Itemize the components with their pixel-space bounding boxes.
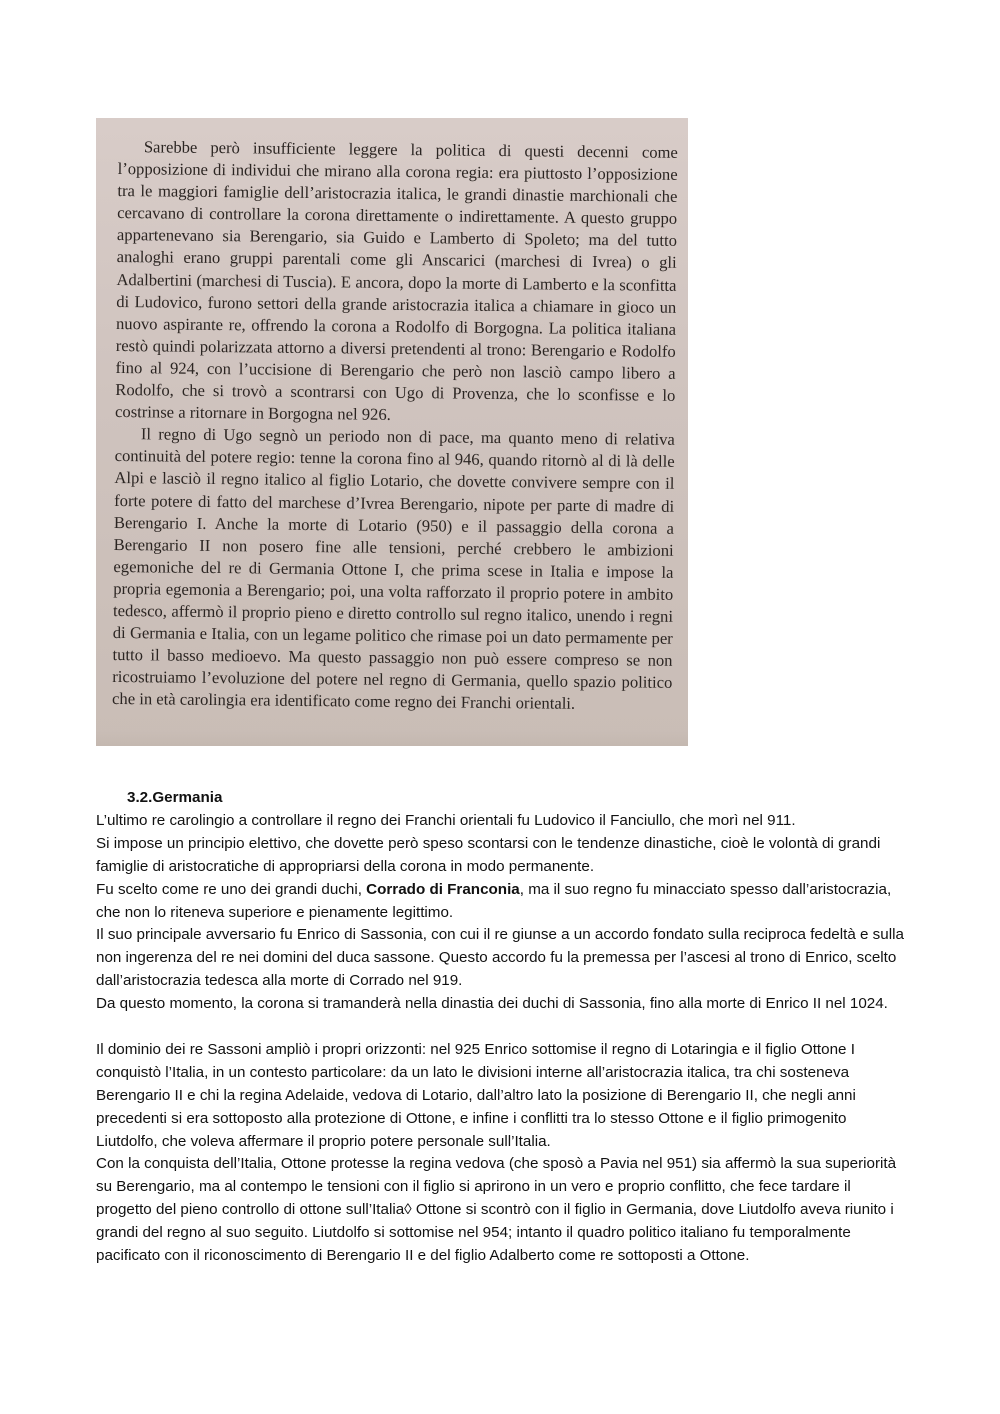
photo-bottom-shadow xyxy=(96,730,688,746)
paragraph-principio-elettivo: Si impose un principio elettivo, che dovette però speso scontarsi con le tendenze dinastiche, cioè le volontà di grandi famiglie di aristocratiche di appropriarsi della corona in modo permanente. xyxy=(96,834,881,875)
corrado-text-before: Fu scelto come re uno dei grandi duchi, xyxy=(96,880,367,898)
paragraph-corrado xyxy=(96,879,906,925)
corrado-bold-name: Corrado di Franconia xyxy=(366,880,520,898)
paragraph-re-sassoni: Il dominio dei re Sassoni ampliò i propri orizzonti: nel 925 Enrico sottomise il regno di Lotaringia e il figlio Ottone I conquistò l’Italia, in un contesto particolare: da un lato le divisioni interne all’aristocrazia italica, tra chi sosteneva Berengario II e chi la regina Adelaide, vedova di Lotario, dall’altro lato la posizione di Berengario II, che negli anni precedenti si era sottoposto alla protezione di Ottone, e infine i conflitti tra lo stesso Ottone e il figlio primogenito Liutdolfo, che voleva affermare il proprio potere personale sull’Italia. xyxy=(96,1040,856,1150)
corrado-text-after: , ma il suo regno fu minacciato spesso dall’aristocrazia, che non lo riteneva superiore e pienamente legittimo. xyxy=(96,880,892,921)
book-page-photo xyxy=(96,118,688,746)
scanned-paragraph-2: Il regno di Ugo segnò un periodo non di pace, ma quanto meno di relativa continuità del potere regio: tenne la corona fino al 946, quando ritornò al di là delle Alpi e lasciò il regno italico al figlio Lotario, che dovette convivere sempre con il forte potere di fatto del marchese d’Ivrea Berengario, nipote per parte di madre di Berengario I. Anche la morte di Lotario (950) e il passaggio della corona a Berengario II non posero fine alle tensioni, perché crebbero le ambizioni egemoniche del re di Germania Ottone I, che prima scese in Italia e impose la propria egemonia a Berengario; poi, una volta rafforzato il proprio potere in ambito tedesco, affermò il proprio pieno e diretto controllo sul regno italico, unendo i regni di Germania e Italia, con un legame politico che rimase poi un dato permamente per tutto il basso medioevo. Ma questo passaggio non può essere compreso se non ricostruiamo l’evoluzione del potere nel regno di Germania, quello spazio politico che in età carolingia era identificato come regno dei Franchi orientali. xyxy=(112,424,675,714)
scanned-text xyxy=(112,136,678,716)
scanned-paragraph-1: Sarebbe però insufficiente leggere la politica di questi decenni come l’opposizione di individui che mirano alla corona regia: era piuttosto l’opposizione tra le maggiori famiglie dell’aristocrazia italica, le grandi dinastie marchionali che cercavano di controllare la corona direttamente o indirettamente. A questo gruppo appartenevano sia Berengario, sia Guido e Lamberto di Spoleto; ma del tutto analoghi erano gruppi parentali come gli Anscarici (marchesi di Ivrea) o gli Adalbertini (marchesi di Tuscia). E ancora, dopo la morte di Lamberto e la sconfitta di Ludovico, furono settori della grande aristocrazia italica a chiamare in gioco un nuovo aspirante re, offrendo la corona a Rodolfo di Borgogna. La politica italiana restò quindi polarizzata attorno a diversi pretendenti al trono: Berengario e Rodolfo fino al 924, con l’uccisione di Berengario che però non lasciò campo libero a Rodolfo, che si trovò a scontrarsi con Ugo di Provenza, che lo sconfisse e lo costrinse a ritornare in Borgogna nel 926. xyxy=(115,137,678,424)
section-heading: 3.2.Germania xyxy=(127,789,223,806)
paragraph-spacer xyxy=(96,1016,906,1039)
paragraph-dinastia: Da questo momento, la corona si tramanderà nella dinastia dei duchi di Sassonia, fino alla morte di Enrico II nel 1024. xyxy=(96,995,888,1013)
paragraph-conquista-italia: Con la conquista dell’Italia, Ottone protesse la regina vedova (che sposò a Pavia nel 951) sia affermò la sua superiorità su Berengario, ma al contempo le tensioni con il figlio si aprirono in un vero e proprio conflitto, che fece tardare il progetto del pieno controllo di ottone sull’Italia◊ Ottone si scontrò con il figlio in Germania, dove Liutdolfo aveva riunito i grandi del regno al suo seguito. Liutdolfo si sottomise nel 954; intanto il quadro politico italiano fu temporalmente pacificato con il riconoscimento di Berengario II e del figlio Adalberto come re sottoposti a Ottone. xyxy=(96,1155,897,1265)
paragraph-ludovico: L’ultimo re carolingio a controllare il regno dei Franchi orientali fu Ludovico il Fanciullo, che morì nel 911. xyxy=(96,811,796,829)
paragraph-enrico: Il suo principale avversario fu Enrico di Sassonia, con cui il re giunse a un accordo fondato sulla reciproca fedeltà e sulla non ingerenza del re nei domini del duca sassone. Questo accordo fu la premessa per l’ascesi al trono di Enrico, scelto dall’aristocrazia tedesca alla morte di Corrado nel 919. xyxy=(96,926,904,990)
document-body xyxy=(96,787,906,1268)
